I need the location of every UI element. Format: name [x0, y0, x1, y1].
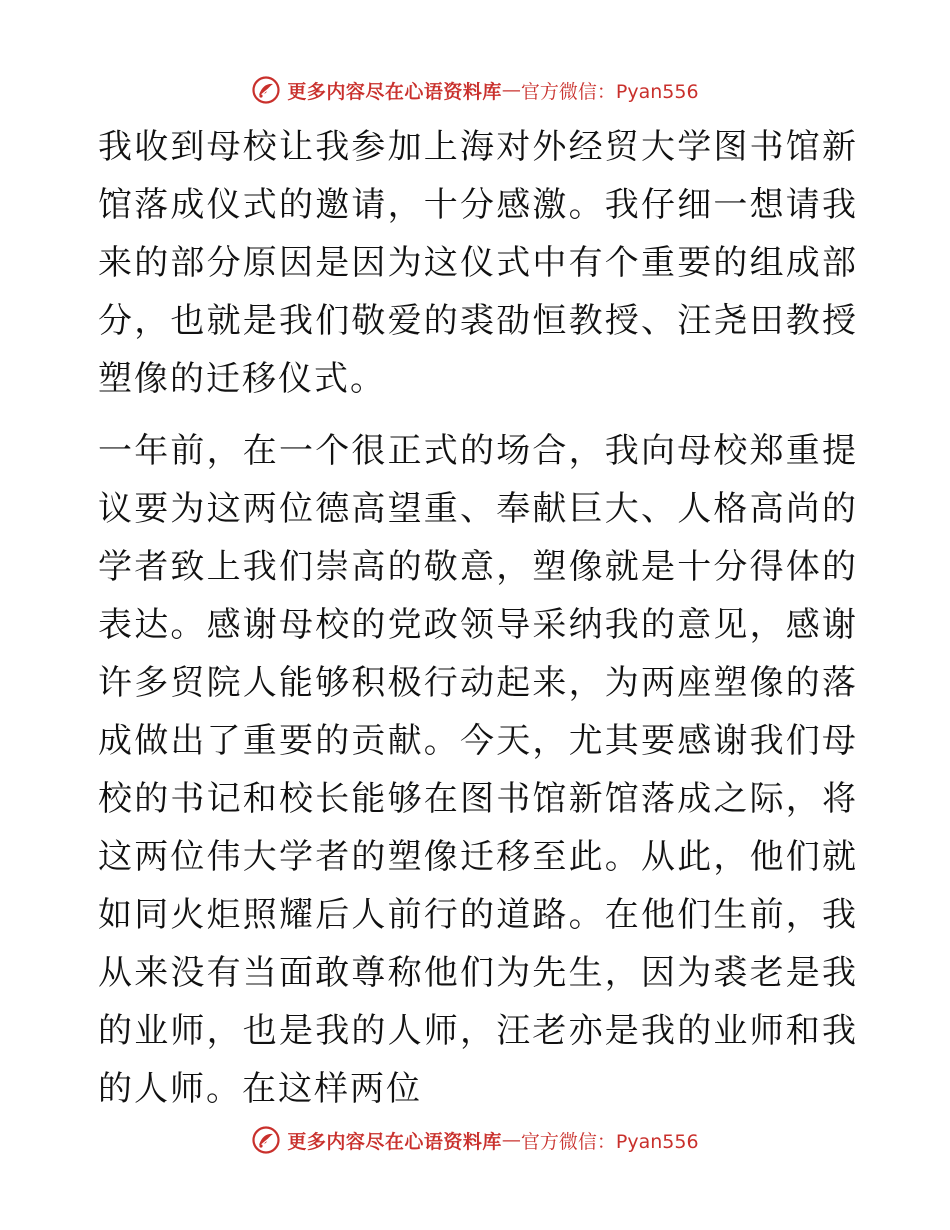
header-separator: — [501, 79, 521, 101]
footer-separator: — [501, 1129, 521, 1151]
logo-icon [251, 1125, 281, 1155]
header-watermark-text: 更多内容尽在心语资料库 [287, 80, 502, 103]
paragraph-2: 一年前，在一个很正式的场合，我向母校郑重提议要为这两位德高望重、奉献巨大、人格高尚的学者致上我们崇高的敬意，塑像就是十分得体的表达。感谢母校的党政领导采纳我的意见，感谢许多贸院人能够积极行动起来，为两座塑像的落成做出了重要的贡献。今天，尤其要感谢我们母校的书记和校长能够在图书馆新馆落成之际，将这两位伟大学者的塑像迁移至此。从此，他们就如同火炬照耀后人前行的道路。在他们生前，我从来没有当面敢尊称他们为先生，因为裘老是我的业师，也是我的人师，汪老亦是我的业师和我的人师。在这样两位 [98, 431, 858, 1109]
footer-watermark-text: 更多内容尽在心语资料库 [287, 1130, 502, 1153]
footer-contact: 官方微信：Pyan556 [520, 1130, 699, 1153]
footer-watermark [0, 1120, 950, 1160]
header-watermark [0, 70, 950, 110]
document-body [98, 118, 858, 1118]
header-contact: 官方微信：Pyan556 [520, 80, 699, 103]
paragraph-1: 我收到母校让我参加上海对外经贸大学图书馆新馆落成仪式的邀请，十分感激。我仔细一想请我来的部分原因是因为这仪式中有个重要的组成部分，也就是我们敬爱的裘劭恒教授、汪尧田教授塑像的迁移仪式。 [98, 127, 858, 399]
logo-icon [251, 75, 281, 105]
